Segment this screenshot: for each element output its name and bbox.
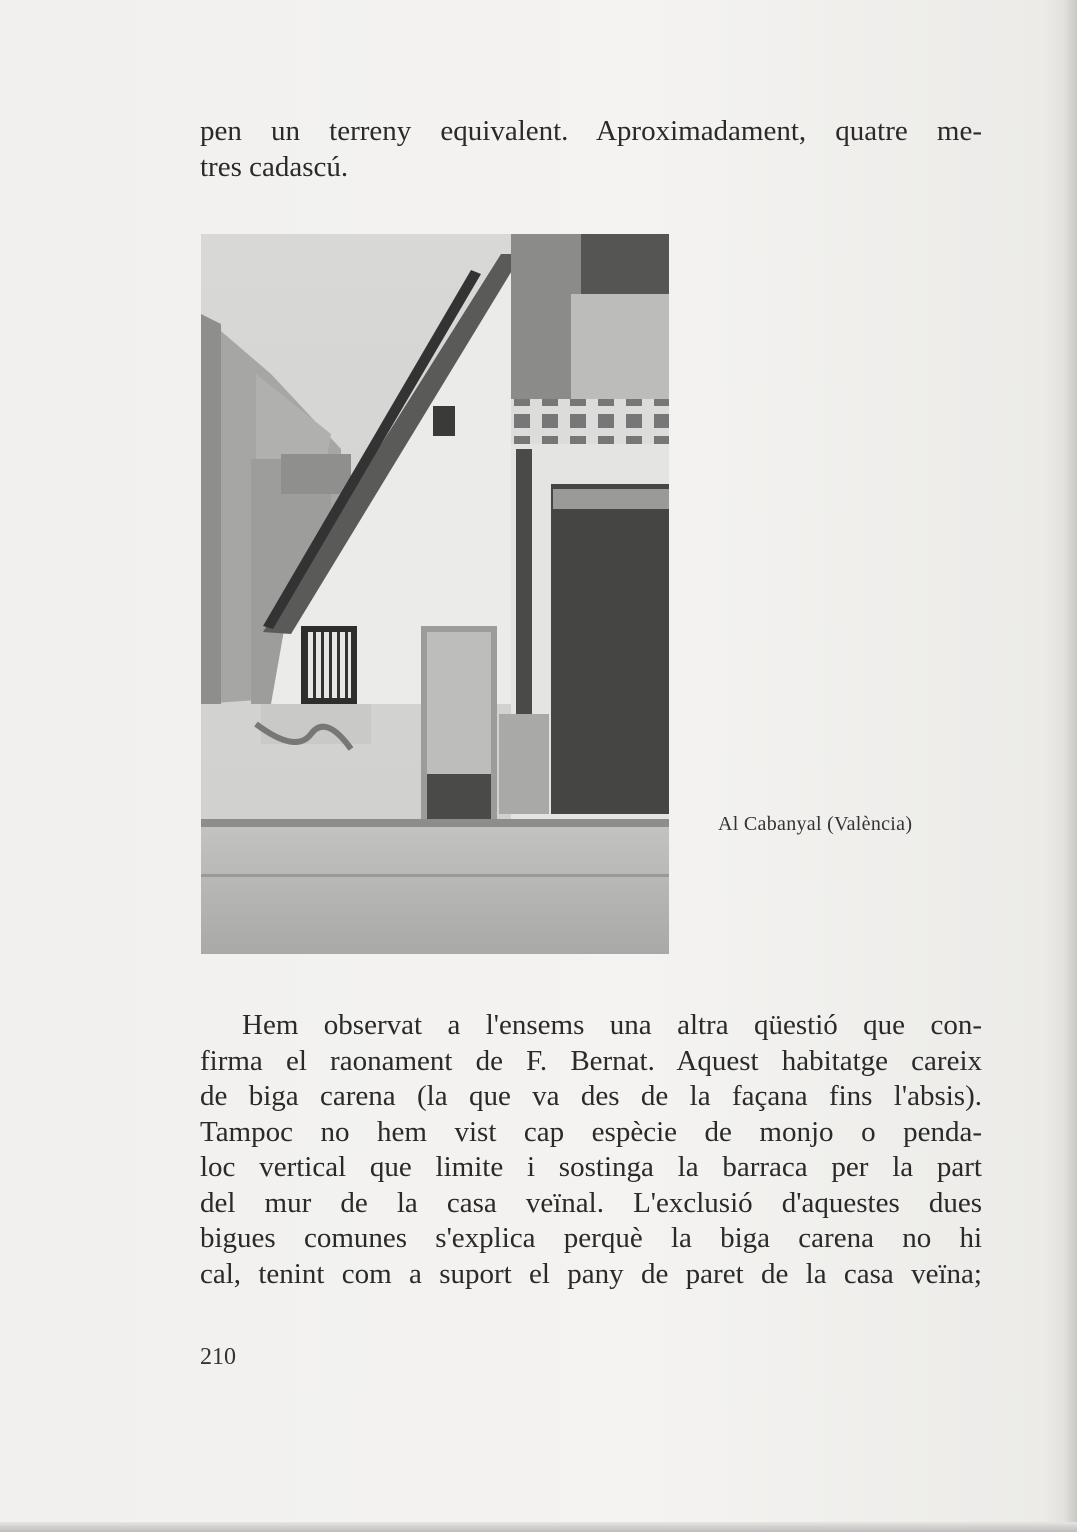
text-line: loc vertical que limite i sostinga la barraca per la part <box>200 1151 982 1183</box>
house-photograph <box>201 234 669 954</box>
text-line: pen un terreny equivalent. Aproximadament, quatre me- <box>200 115 982 147</box>
text-line: cal, tenint com a suport el pany de paret de la casa veïna; <box>200 1257 982 1290</box>
photo-caption: Al Cabanyal (València) <box>718 813 913 835</box>
page-number: 210 <box>200 1344 236 1370</box>
page-edge-shadow <box>1063 0 1077 1532</box>
text-line: bigues comunes s'explica perquè la biga carena no hi <box>200 1222 982 1254</box>
text-line: Hem observat a l'ensems una altra qüestió que con- <box>242 1009 982 1041</box>
text-line: Tampoc no hem vist cap espècie de monjo o penda- <box>200 1115 982 1148</box>
top-paragraph <box>200 114 982 185</box>
text-line: firma el raonament de F. Bernat. Aquest habitatge careix <box>200 1044 982 1077</box>
main-paragraph <box>200 1008 982 1292</box>
text-line: tres cadascú. <box>200 150 349 183</box>
text-line: del mur de la casa veïnal. L'exclusió d'aquestes dues <box>200 1186 982 1219</box>
page-bottom-shadow <box>0 1522 1077 1532</box>
text-line: de biga carena (la que va des de la façana fins l'absis). <box>200 1080 982 1112</box>
